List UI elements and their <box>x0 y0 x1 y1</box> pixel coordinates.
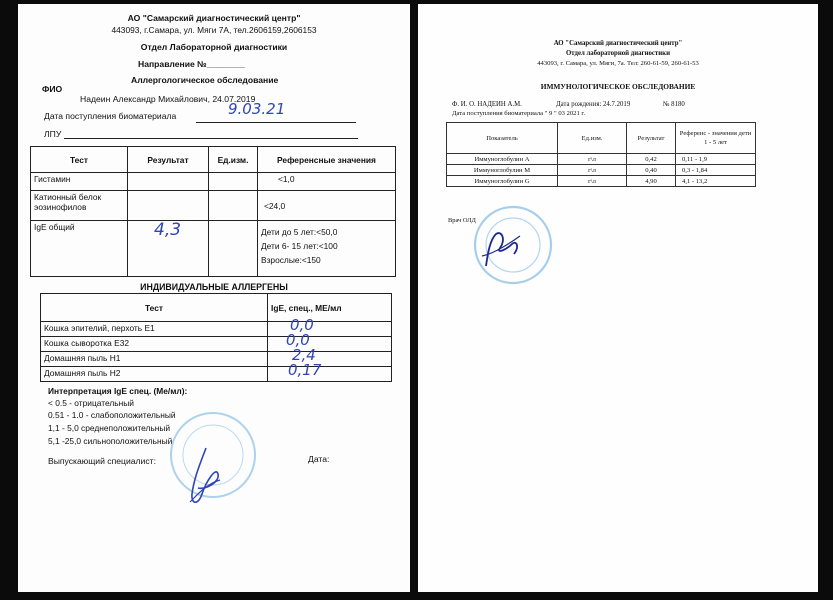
ref-children-6-15: Дети 6- 15 лет:<100 <box>261 241 338 251</box>
ref-adults: Взрослые:<150 <box>261 255 321 265</box>
received-date-handwritten: 9.03.21 <box>228 100 286 118</box>
patient-fio: Ф. И. О. НАДЕИН А.М. <box>452 101 522 108</box>
col-allergen-test: Тест <box>41 294 268 322</box>
doctor-signature-icon <box>476 226 526 272</box>
unit-cell: г\л <box>558 154 627 165</box>
table-row <box>41 352 392 367</box>
col-result: Результат <box>128 147 209 173</box>
allergen-value-cell <box>268 361 392 382</box>
table-row <box>447 154 756 165</box>
doctor-label: Врач ОЛД <box>448 217 476 224</box>
received-label: Дата поступления биоматериала <box>44 111 177 121</box>
col-indicator: Показатель <box>447 123 558 154</box>
received-line <box>196 122 356 123</box>
allergen-name: Домашняя пыль H2 <box>41 367 268 382</box>
test-name: Гистамин <box>31 173 128 191</box>
immunology-report-sheet <box>418 4 818 592</box>
allergy-report-sheet <box>18 4 410 592</box>
unit-cell: г\л <box>558 165 627 176</box>
immunoglobulin-table <box>446 122 756 187</box>
result-cell: 0,40 <box>627 165 676 176</box>
referral-number: Направление №________ <box>138 59 245 69</box>
reference-cell: 0,11 - 1,9 <box>676 154 756 165</box>
lpu-label: ЛПУ <box>44 129 62 139</box>
reference-value <box>258 221 396 277</box>
org-name: АО "Самарский диагностический центр" <box>127 13 301 23</box>
department: Отдел лабораторной диагностики <box>565 50 671 57</box>
col-test: Тест <box>31 147 128 173</box>
interpretation-medium: 1,1 - 5,0 среднеположительный <box>48 423 171 433</box>
interpretation-weak: 0.51 - 1.0 - слабоположительный <box>48 410 176 420</box>
table-row <box>31 173 396 191</box>
indicator-name: Иммуноглобулин А <box>447 154 558 165</box>
specialist-signature-icon <box>176 444 236 512</box>
birth-date: Дата рождения: 24.7.2019 <box>556 101 631 108</box>
reference-cell: 0,3 - 1,84 <box>676 165 756 176</box>
reference-value: <1,0 <box>258 173 396 191</box>
reference-cell: 4,1 - 13,2 <box>676 176 756 187</box>
org-address: 443093, г. Самара, ул. Мяги, 7а. Тел: 260-61-59, 260-61-53 <box>537 60 699 67</box>
interpretation-strong: 5,1 -25,0 сильноположительный <box>48 436 173 446</box>
test-name: IgE общий <box>31 221 128 277</box>
result-cell: 0,42 <box>627 154 676 165</box>
table-row <box>41 367 392 382</box>
reference-value: <24,0 <box>258 191 396 221</box>
date-label: Дата: <box>308 454 330 464</box>
table-row <box>31 191 396 221</box>
allergens-title: ИНДИВИДУАЛЬНЫЕ АЛЛЕРГЕНЫ <box>140 282 288 292</box>
report-title: ИММУНОЛОГИЧЕСКОЕ ОБСЛЕДОВАНИЕ <box>540 82 696 91</box>
ref-children-under-5: Дети до 5 лет:<50,0 <box>261 227 338 237</box>
table-row <box>41 337 392 352</box>
indicator-name: Иммуноглобулин G <box>447 176 558 187</box>
allergen-name: Кошка сыворотка E32 <box>41 337 268 352</box>
ige-total-handwritten: 4,3 <box>154 220 182 240</box>
specialist-label: Выпускающий специалист: <box>48 456 156 466</box>
result-cell <box>128 191 209 221</box>
table-row <box>41 322 392 337</box>
org-address: 443093, г.Самара, ул. Мяги 7А, тел.2606159,2606153 <box>111 25 317 35</box>
allergen-name: Кошка эпителий, перхоть E1 <box>41 322 268 337</box>
lpu-line <box>64 138 358 139</box>
allergen-value-cell <box>268 331 392 352</box>
interpretation-negative: < 0.5 - отрицательный <box>48 398 134 408</box>
col-reference: Референсные значения <box>258 147 396 173</box>
result-cell <box>128 221 209 277</box>
table-row <box>447 176 756 187</box>
col-unit: Ед.изм. <box>209 147 258 173</box>
col-reference: Референс - значения дети 1 - 5 лет <box>676 123 756 154</box>
unit-cell <box>209 221 258 277</box>
allergen-name: Домашняя пыль H1 <box>41 352 268 367</box>
report-number: № 8180 <box>663 101 685 108</box>
result-cell: 4,90 <box>627 176 676 187</box>
received-date: Дата поступления биоматериала " 9 " 03 2021 г. <box>452 110 586 117</box>
allergen-value-handwritten: 2,4 <box>292 346 316 364</box>
allergen-value-handwritten: 0,0 <box>286 331 310 349</box>
org-name: АО "Самарский диагностический центр" <box>553 40 683 47</box>
col-result: Результат <box>627 123 676 154</box>
unit-cell <box>209 191 258 221</box>
col-unit: Ед.изм. <box>558 123 627 154</box>
col-ige-specific: IgE, спец., МЕ/мл <box>268 294 392 322</box>
allergen-value-handwritten: 0,0 <box>290 316 314 334</box>
fio-label: ФИО <box>42 84 63 94</box>
indicator-name: Иммуноглобулин М <box>447 165 558 176</box>
allergen-value-handwritten: 0,17 <box>288 361 322 379</box>
allergen-value-cell <box>268 346 392 367</box>
table-row <box>447 165 756 176</box>
allergens-table <box>40 293 392 382</box>
test-name: Катионный белок эозинофилов <box>31 191 128 221</box>
basic-tests-table <box>30 146 396 277</box>
department: Отдел Лабораторной диагностики <box>140 42 288 52</box>
table-row <box>31 221 396 277</box>
unit-cell <box>209 173 258 191</box>
interpretation-title: Интерпретация IgE спец. (Ме/мл): <box>48 386 188 396</box>
unit-cell: г\л <box>558 176 627 187</box>
result-cell <box>128 173 209 191</box>
exam-title: Аллергологическое обследование <box>131 75 279 85</box>
patient-name: Надеин Александр Михайлович, 24.07.2019 <box>80 94 256 104</box>
